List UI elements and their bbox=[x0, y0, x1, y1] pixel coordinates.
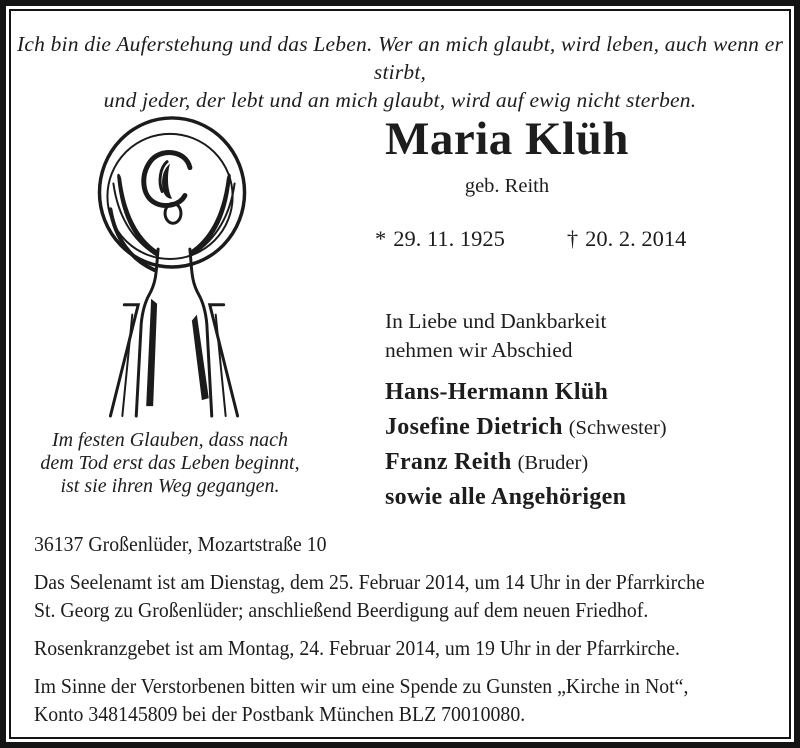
deceased-name: Maria Klüh bbox=[385, 113, 629, 165]
mourner-row bbox=[385, 375, 667, 410]
donation-line: Im Sinne der Verstorbenen bitten wir um eine Spende zu Gunsten „Kirche in Not“, bbox=[34, 674, 689, 698]
dagger-icon: † bbox=[566, 226, 579, 251]
donation-line: Konto 348145809 bei der Postbank München BLZ 70010080. bbox=[34, 702, 526, 726]
epitaph-line: ist sie ihren Weg gegangen. bbox=[60, 475, 280, 497]
donation-paragraph bbox=[34, 672, 777, 728]
farewell-line: nehmen wir Abschied bbox=[385, 338, 573, 362]
birth-date-value: 29. 11. 1925 bbox=[393, 226, 505, 251]
mourner-row bbox=[385, 410, 667, 445]
mourner-name: Hans-Hermann Klüh bbox=[385, 379, 609, 405]
resurrection-figure-illustration bbox=[74, 110, 274, 418]
birth-date bbox=[375, 226, 505, 252]
farewell-line: In Liebe und Dankbarkeit bbox=[385, 309, 607, 333]
death-date bbox=[567, 226, 687, 252]
rosary-line: Rosenkranzgebet ist am Montag, 24. Februar 2014, um 19 Uhr in der Pfarrkirche. bbox=[34, 636, 680, 660]
epitaph-verse bbox=[14, 429, 326, 498]
life-dates bbox=[375, 226, 686, 252]
scripture-line: Ich bin die Auferstehung und das Leben. Wer an mich glaubt, wird leben, auch wenn er stirbt, bbox=[16, 32, 784, 84]
funeral-details-text bbox=[34, 530, 777, 728]
mourners-list bbox=[385, 375, 667, 515]
address-line bbox=[34, 530, 777, 558]
requiem-line: Das Seelenamt ist am Dienstag, dem 25. Februar 2014, um 14 Uhr in der Pfarrkirche bbox=[34, 570, 705, 594]
requiem-paragraph bbox=[34, 568, 777, 624]
address: 36137 Großenlüder, Mozartstraße 10 bbox=[34, 532, 327, 556]
epitaph-line: Im festen Glauben, dass nach bbox=[51, 429, 289, 451]
scripture-quote bbox=[6, 30, 794, 114]
requiem-line: St. Georg zu Großenlüder; anschließend Beerdigung auf dem neuen Friedhof. bbox=[34, 598, 649, 622]
mourner-relation: (Schwester) bbox=[568, 417, 667, 439]
farewell-text bbox=[385, 307, 607, 365]
mourner-row bbox=[385, 480, 667, 515]
death-date-value: 20. 2. 2014 bbox=[585, 226, 687, 251]
rosary-paragraph bbox=[34, 634, 777, 662]
mourner-relation: (Bruder) bbox=[517, 452, 589, 474]
mourner-row bbox=[385, 445, 667, 480]
epitaph-line: dem Tod erst das Leben beginnt, bbox=[40, 452, 300, 474]
mourner-name: sowie alle Angehörigen bbox=[385, 484, 627, 510]
mourner-name: Josefine Dietrich bbox=[385, 414, 563, 440]
figure-raised-arms-sun-icon bbox=[74, 110, 274, 418]
maiden-name: geb. Reith bbox=[464, 174, 550, 197]
mourner-name: Franz Reith bbox=[385, 449, 512, 475]
deceased-name-block bbox=[385, 114, 629, 198]
funeral-details bbox=[34, 530, 778, 738]
birth-star-icon: * bbox=[375, 226, 387, 251]
scripture-line: und jeder, der lebt und an mich glaubt, wird auf ewig nicht sterben. bbox=[103, 88, 697, 112]
